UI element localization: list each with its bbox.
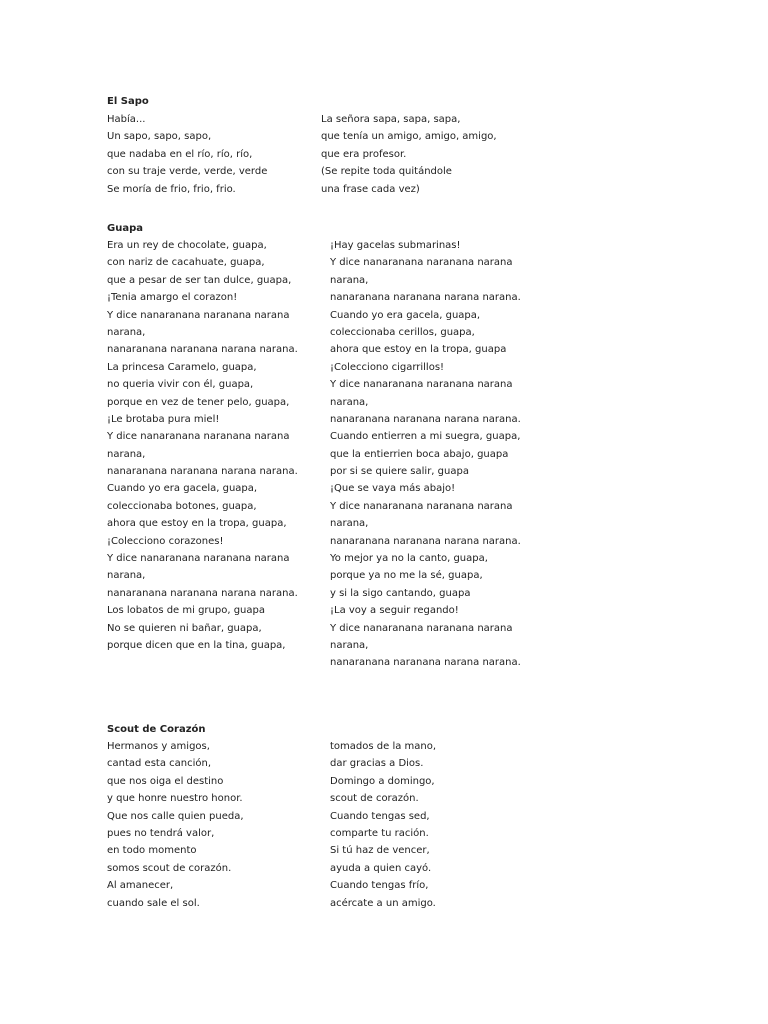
lyric-line: nanaranana naranana narana narana. [330,657,521,669]
lyric-line: por si se quiere salir, guapa [330,466,469,478]
lyric-line: somos scout de corazón. [107,862,232,874]
lyric-line: narana, [330,518,369,530]
song-el-sapo-left-column [107,111,267,198]
lyric-line: Y dice nanaranana naranana narana [330,257,513,269]
lyric-line: Que nos calle quien pueda, [107,810,244,822]
lyric-line: pues no tendrá valor, [107,827,215,839]
lyric-line: que tenía un amigo, amigo, amigo, [321,131,497,143]
lyric-line: La princesa Caramelo, guapa, [107,361,257,373]
lyric-line: narana, [107,570,146,582]
lyric-line: ¡Colecciono corazones! [107,535,224,547]
lyric-line: No se quieren ni bañar, guapa, [107,622,262,634]
lyric-line: Yo mejor ya no la canto, guapa, [330,553,488,565]
lyric-line: ¡Que se vaya más abajo! [330,483,456,495]
lyric-line: ¡Colecciono cigarrillos! [330,361,445,373]
lyric-line: que era profesor. [321,148,407,160]
lyric-line: comparte tu ración. [330,827,429,839]
lyric-line: Y dice nanaranana naranana narana [107,553,290,565]
song-scout-right-column [330,738,436,912]
lyric-line: dar gracias a Dios. [330,758,424,770]
lyric-line: que nadaba en el río, río, río, [107,148,253,160]
lyric-line: con nariz de cacahuate, guapa, [107,257,265,269]
lyric-line: que a pesar de ser tan dulce, guapa, [107,274,292,286]
lyric-line: que nos oiga el destino [107,775,224,787]
lyric-line: Los lobatos de mi grupo, guapa [107,605,265,617]
lyric-line: ayuda a quien cayó. [330,862,432,874]
lyric-line: cantad esta canción, [107,758,212,770]
lyric-line: narana, [330,396,369,408]
lyric-line: coleccionaba botones, guapa, [107,500,257,512]
song-el-sapo-right-column [321,111,497,198]
lyric-line: Cuando tengas frío, [330,880,429,892]
lyric-line: ¡Hay gacelas submarinas! [330,240,461,251]
song-guapa-left-column [107,237,298,654]
lyric-line: Y dice nanaranana naranana narana [330,500,513,512]
lyric-line: narana, [330,639,369,651]
lyric-line: Si tú haz de vencer, [330,845,430,857]
lyric-line: tomados de la mano, [330,741,437,752]
lyric-line: ahora que estoy en la tropa, guapa, [107,518,287,530]
lyric-line: Cuando yo era gacela, guapa, [107,483,258,495]
lyric-line: Un sapo, sapo, sapo, [107,131,212,143]
lyric-line: Domingo a domingo, [330,775,435,787]
lyric-line: Cuando entierren a mi suegra, guapa, [330,431,521,443]
lyric-line: porque ya no me la sé, guapa, [330,570,483,582]
lyric-line: nanaranana naranana narana narana. [330,535,521,547]
lyric-line: nanaranana naranana narana narana. [107,344,298,356]
lyric-line: nanaranana naranana narana narana. [330,292,521,304]
lyric-line: Había... [107,114,146,125]
lyric-line: acércate a un amigo. [330,897,436,909]
lyric-line: ¡Le brotaba pura miel! [107,413,220,425]
lyric-line: nanaranana naranana narana narana. [330,413,521,425]
lyric-line: ¡La voy a seguir regando! [330,605,459,617]
lyric-line: nanaranana naranana narana narana. [107,466,298,478]
lyric-line: Y dice nanaranana naranana narana [330,622,513,634]
lyric-line: y que honre nuestro honor. [107,793,243,805]
lyric-line: nanaranana naranana narana narana. [107,587,298,599]
lyric-line: que la entierrien boca abajo, guapa [330,448,509,460]
lyric-line: Cuando yo era gacela, guapa, [330,309,481,321]
lyric-line: Al amanecer, [107,880,174,892]
lyric-line: porque dicen que en la tina, guapa, [107,639,286,651]
lyric-line: La señora sapa, sapa, sapa, [321,114,461,125]
lyric-line: narana, [107,326,146,338]
lyric-line: porque en vez de tener pelo, guapa, [107,396,290,408]
lyric-line: no queria vivir con él, guapa, [107,379,254,391]
lyric-line: Hermanos y amigos, [107,741,210,752]
lyric-line: cuando sale el sol. [107,897,200,909]
lyric-line: Cuando tengas sed, [330,810,430,822]
lyric-line: y si la sigo cantando, guapa [330,587,471,599]
lyric-line: Se moría de frio, frio, frio. [107,183,236,195]
lyric-line: coleccionaba cerillos, guapa, [330,326,475,338]
lyric-line: ahora que estoy en la tropa, guapa [330,344,507,356]
song-scout-left-column [107,738,244,912]
lyric-line: narana, [107,448,146,460]
song-guapa-right-column [330,237,521,672]
lyric-line: con su traje verde, verde, verde [107,166,268,178]
lyric-line: (Se repite toda quitándole [321,166,452,178]
song-title-scout-de-corazon: Scout de Corazón [107,724,206,735]
song-title-guapa: Guapa [107,223,143,234]
lyric-line: Y dice nanaranana naranana narana [330,379,513,391]
lyric-line: Y dice nanaranana naranana narana [107,309,290,321]
song-title-el-sapo: El Sapo [107,96,149,107]
lyric-line: scout de corazón. [330,793,419,805]
lyric-line: Y dice nanaranana naranana narana [107,431,290,443]
lyric-line: ¡Tenia amargo el corazon! [107,292,238,304]
lyric-line: Era un rey de chocolate, guapa, [107,240,267,251]
lyric-line: narana, [330,274,369,286]
lyric-line: una frase cada vez) [321,183,420,195]
lyric-line: en todo momento [107,845,197,857]
